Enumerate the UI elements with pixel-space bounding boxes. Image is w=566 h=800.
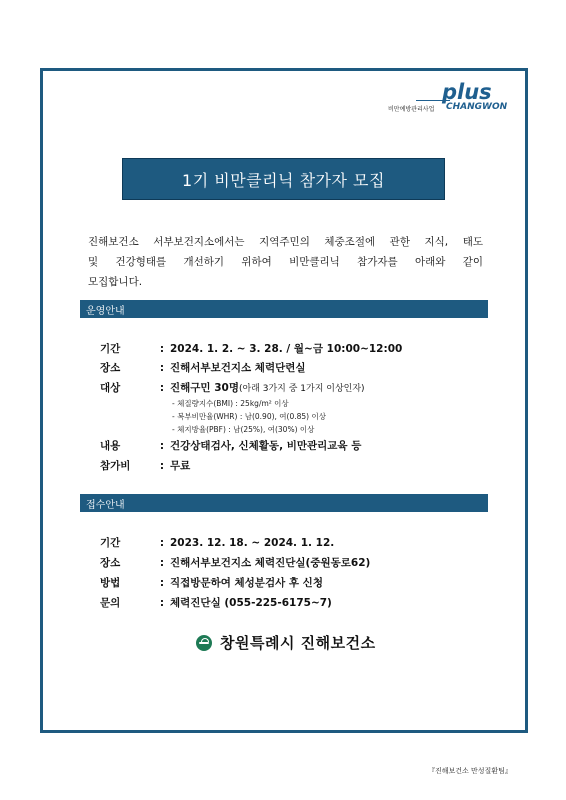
changwon-emblem-icon [196, 635, 212, 651]
intro-line: 모집합니다. [88, 276, 143, 288]
reception-inquiry-row: 문의 : 체력진단실 (055-225-6175~7) [100, 597, 332, 609]
organization-signature [196, 632, 376, 653]
row-value: 체력진단실 (055-225-6175~7) [170, 597, 332, 609]
row-label: 참가비 [100, 460, 131, 472]
operation-target-row: 대상 : 진해구민 30명(아래 3가지 중 1가지 이상인자) [100, 382, 365, 394]
operation-place-row: 장소 : 진해서부보건지소 체력단련실 [100, 362, 306, 374]
intro-line: 및 건강형태를 개선하기 위하여 비만클리닉 참가자를 아래와 같이 [88, 256, 483, 268]
row-label: 장소 [100, 557, 121, 569]
intro-line: 진해보건소 서부보건지소에서는 지역주민의 체중조절에 관한 지식, 태도 [88, 236, 483, 248]
row-value: 무료 [170, 460, 191, 472]
plus-changwon-logo [388, 82, 518, 118]
row-value: 진해서부보건지소 체력단련실 [170, 362, 306, 374]
organization-name: 창원특례시 진해보건소 [220, 634, 376, 652]
row-value: 진해구민 30명 [170, 382, 239, 394]
row-label: 기간 [100, 343, 121, 355]
row-value: 건강상태검사, 신체활동, 비만관리교육 등 [170, 440, 362, 452]
operation-section-header [80, 300, 488, 318]
logo-changwon-text: CHANGWON [446, 102, 508, 112]
reception-place-row: 장소 : 진해서부보건지소 체력진단실(중원동로62) [100, 557, 371, 569]
row-label: 내용 [100, 440, 121, 452]
row-label: 기간 [100, 537, 121, 549]
row-label: 문의 [100, 597, 121, 609]
intro-paragraph [88, 232, 483, 292]
reception-section-header [80, 494, 488, 512]
row-value: 진해서부보건지소 체력진단실(중원동로62) [170, 557, 371, 569]
criteria-pbf: - 체지방율(PBF) : 남(25%), 여(30%) 이상 [172, 425, 315, 434]
reception-method-row: 방법 : 직접방문하여 체성분검사 후 신청 [100, 577, 323, 589]
row-value: 2023. 12. 18. ~ 2024. 1. 12. [170, 537, 335, 549]
operation-period-row: 기간 : 2024. 1. 2. ~ 3. 28. / 월~금 10:00~12:00 [100, 343, 403, 355]
criteria-bmi: - 체질량지수(BMI) : 25kg/m² 이상 [172, 399, 289, 408]
criteria-whr: - 복부비만율(WHR) : 남(0.90), 여(0.85) 이상 [172, 412, 326, 421]
page-title: 1기 비만클리닉 참가자 모집 [182, 170, 385, 190]
section-heading: 운영안내 [86, 306, 125, 317]
operation-content-row: 내용 : 건강상태검사, 신체활동, 비만관리교육 등 [100, 440, 362, 452]
target-note: (아래 3가지 중 1가지 이상인자) [238, 384, 365, 394]
reception-period-row: 기간 : 2023. 12. 18. ~ 2024. 1. 12. [100, 537, 335, 549]
title-banner [122, 158, 445, 200]
logo-subtitle: 비만예방관리사업 [388, 106, 435, 113]
operation-fee-row: 참가비 : 무료 [100, 460, 191, 472]
row-label: 대상 [100, 382, 121, 394]
row-label: 장소 [100, 362, 121, 374]
section-heading: 접수안내 [86, 500, 125, 511]
row-label: 방법 [100, 577, 121, 589]
row-value: 직접방문하여 체성분검사 후 신청 [170, 577, 323, 589]
logo-plus-text: plus [442, 80, 492, 104]
footer-department: 『진해보건소 만성질환팀』 [428, 767, 512, 775]
row-value: 2024. 1. 2. ~ 3. 28. / 월~금 10:00~12:00 [170, 343, 403, 355]
